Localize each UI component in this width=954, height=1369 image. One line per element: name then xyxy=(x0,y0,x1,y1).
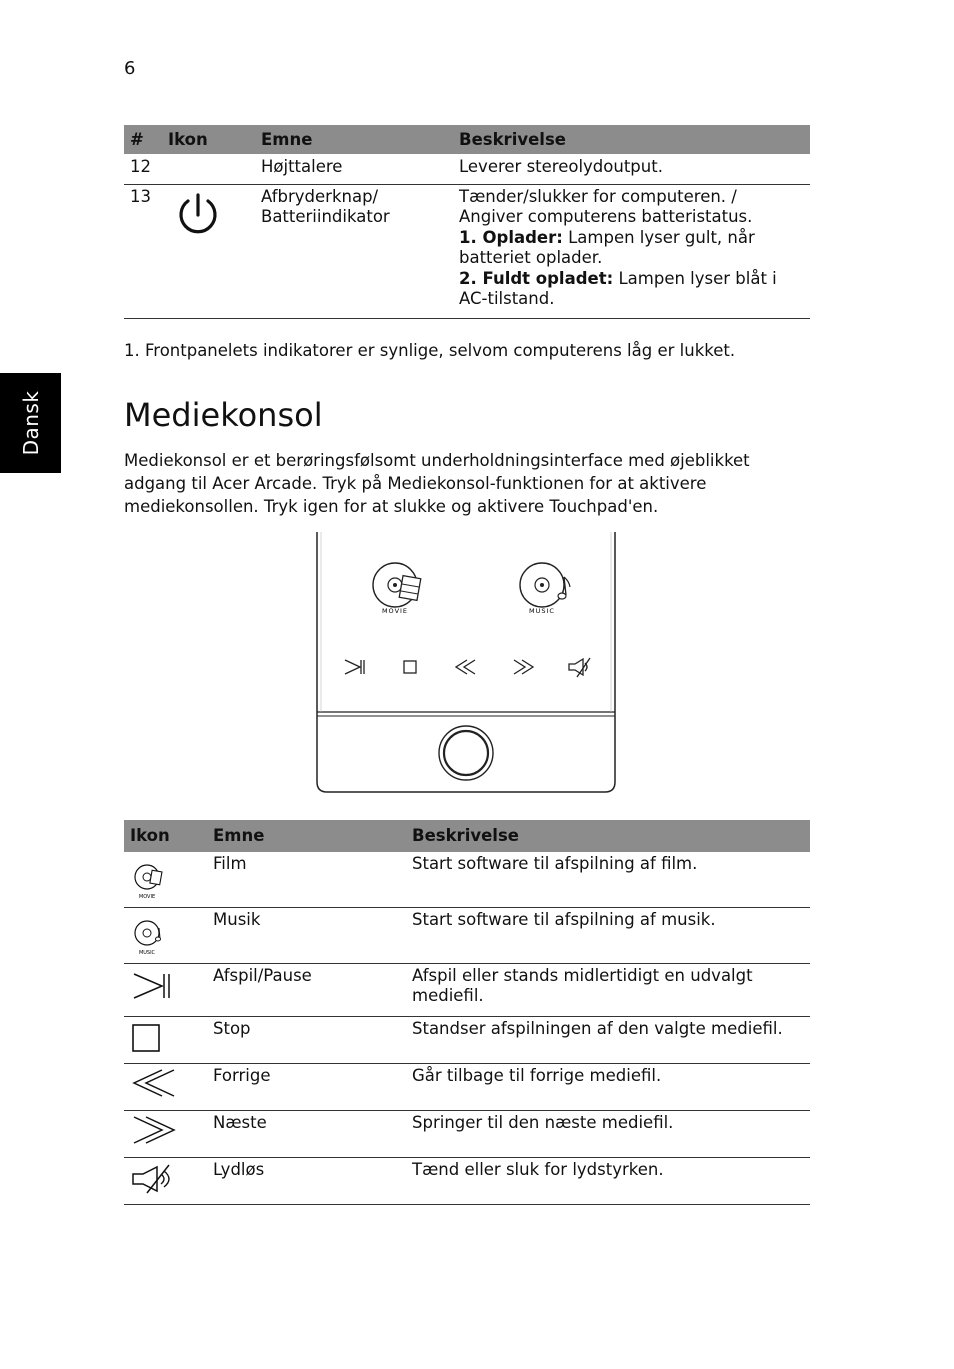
row-subject: Højttalere xyxy=(255,154,453,184)
col-header: # xyxy=(124,125,162,154)
table-row xyxy=(124,907,810,963)
next-icon xyxy=(130,1114,201,1146)
table-row xyxy=(124,1016,810,1063)
row-description: Springer til den næste mediefil. xyxy=(406,1110,810,1157)
power-icon xyxy=(168,185,249,245)
previous-icon xyxy=(130,1067,201,1099)
description-line: Tænder/slukker for computeren. / xyxy=(459,186,737,206)
table-row xyxy=(124,1063,810,1110)
row-description: Start software til afspilning af musik. xyxy=(406,907,810,963)
row-subject xyxy=(255,184,453,318)
status-item xyxy=(459,269,804,310)
row-number: 13 xyxy=(124,184,162,318)
table-row xyxy=(124,963,810,1016)
status-text: Lampen lyser gult, når batteriet oplader. xyxy=(459,227,755,267)
col-header: Beskrivelse xyxy=(453,125,810,154)
indicator-table xyxy=(124,125,810,319)
language-tab-label: Dansk xyxy=(18,390,43,456)
play-pause-icon xyxy=(130,970,201,1002)
col-header: Emne xyxy=(255,125,453,154)
status-label: 1. Oplader: xyxy=(459,227,563,247)
footnote: 1. Frontpanelets indikatorer er synlige, selvom computerens låg er lukket. xyxy=(124,341,736,360)
page-number: 6 xyxy=(124,58,136,79)
language-tab xyxy=(0,373,61,473)
stop-icon xyxy=(130,1022,201,1054)
row-description: Leverer stereolydoutput. xyxy=(453,154,810,184)
table-row xyxy=(124,1157,810,1204)
col-header: Beskrivelse xyxy=(406,820,810,852)
music-label: MUSIC xyxy=(529,607,555,615)
table-header xyxy=(124,125,810,154)
row-subject: Næste xyxy=(207,1110,406,1157)
power-button xyxy=(439,726,493,780)
media-console-table xyxy=(124,820,810,1205)
row-icon xyxy=(162,184,255,318)
row-description: Standser afspilningen af den valgte mediefil. xyxy=(406,1016,810,1063)
table-row xyxy=(124,1110,810,1157)
svg-text:MOVIE: MOVIE xyxy=(138,894,156,900)
table-row xyxy=(124,852,810,907)
music-icon xyxy=(130,916,201,956)
movie-icon xyxy=(130,860,201,900)
intro-paragraph: Mediekonsol er et berøringsfølsomt underholdningsinterface med øjeblikket adgang til Acer Arcade. Tryk på Mediekonsol-funktionen for at aktivere mediekonsollen. Tryk igen for at slukke og aktivere Touchpad'en. xyxy=(124,451,750,516)
row-description xyxy=(453,184,810,318)
description-line: Angiver computerens batteristatus. xyxy=(459,207,753,226)
media-console-illustration xyxy=(315,532,619,800)
row-subject: Forrige xyxy=(207,1063,406,1110)
svg-text:MUSIC: MUSIC xyxy=(138,949,156,956)
subject-line: Afbryderknap/ xyxy=(261,186,379,206)
subject-line: Batteriindikator xyxy=(261,207,390,226)
row-icon xyxy=(162,154,255,184)
row-subject: Lydløs xyxy=(207,1157,406,1204)
status-item xyxy=(459,228,804,269)
table-row xyxy=(124,184,810,318)
table-row xyxy=(124,154,810,184)
table-header xyxy=(124,820,810,852)
mute-icon xyxy=(130,1163,201,1195)
row-subject: Film xyxy=(207,852,406,907)
col-header: Ikon xyxy=(124,820,207,852)
status-text: Lampen lyser blåt i AC-tilstand. xyxy=(459,268,777,308)
col-header: Emne xyxy=(207,820,406,852)
row-description: Start software til afspilning af film. xyxy=(406,852,810,907)
row-subject: Afspil/Pause xyxy=(207,963,406,1016)
movie-label: MOVIE xyxy=(381,607,409,615)
row-subject: Stop xyxy=(207,1016,406,1063)
row-description: Går tilbage til forrige mediefil. xyxy=(406,1063,810,1110)
row-description: Afspil eller stands midlertidigt en udvalgt mediefil. xyxy=(406,963,810,1016)
row-subject: Musik xyxy=(207,907,406,963)
row-description: Tænd eller sluk for lydstyrken. xyxy=(406,1157,810,1204)
status-label: 2. Fuldt opladet: xyxy=(459,268,614,288)
col-header: Ikon xyxy=(162,125,255,154)
row-number: 12 xyxy=(124,154,162,184)
section-heading: Mediekonsol xyxy=(124,396,323,434)
